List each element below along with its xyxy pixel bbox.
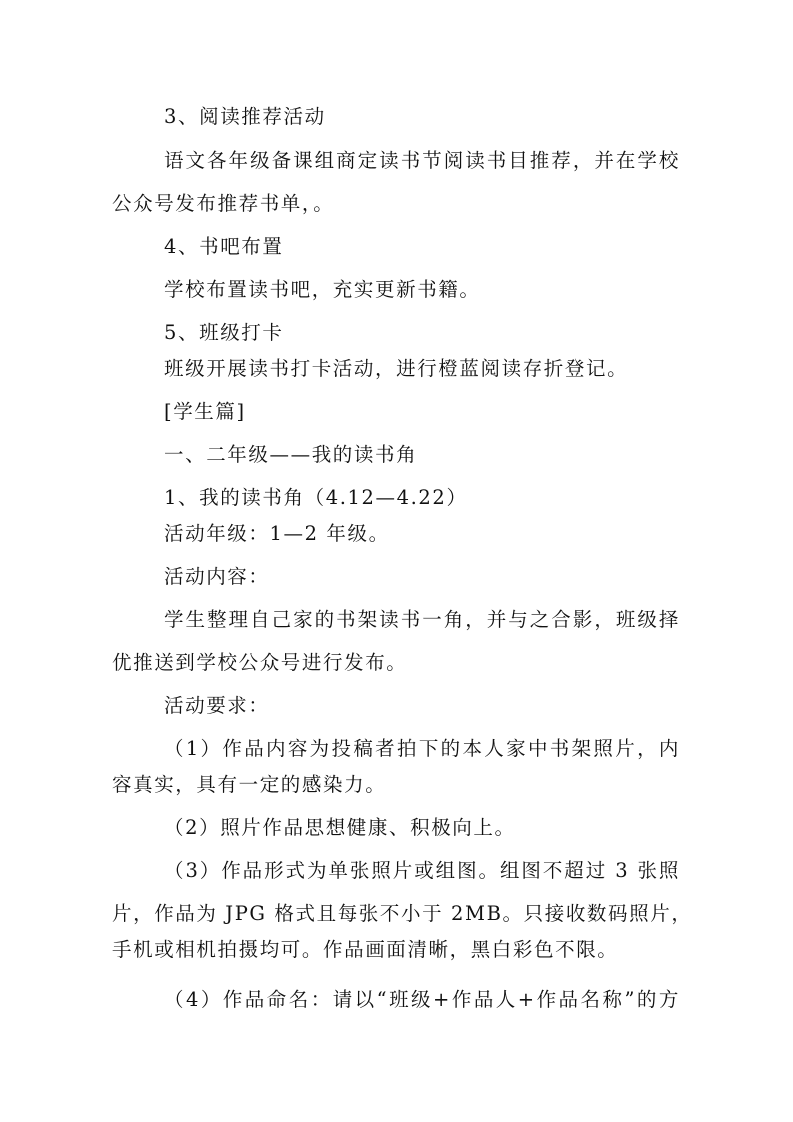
heading-reading-recommendation: 3、阅读推荐活动 [164, 105, 326, 128]
activity-requirements-label: 活动要求： [164, 694, 270, 717]
paragraph-line: 容真实，具有一定的感染力。 [112, 773, 387, 796]
requirement-2: （2）照片作品思想健康、积极向上。 [164, 816, 516, 839]
paragraph-line: 学生整理自己家的书架读书一角，并与之合影，班级择 [164, 608, 680, 631]
requirement-4: （4）作品命名：请以“班级+作品人+作品名称”的方 [164, 988, 680, 1011]
paragraph-line: 手机或相机拍摄均可。作品画面清晰，黑白彩色不限。 [112, 938, 619, 961]
paragraph-line: 片，作品为 JPG 格式且每张不小于 2MB。只接收数码照片， [112, 902, 693, 925]
activity-title: 1、我的读书角（4.12—4.22） [164, 486, 468, 509]
paragraph-line: 公众号发布推荐书单，。 [112, 192, 335, 215]
activity-grade: 活动年级：1—2 年级。 [164, 522, 390, 545]
heading-book-bar: 4、书吧布置 [164, 235, 284, 258]
paragraph-line: 语文各年级备课组商定读书节阅读书目推荐，并在学校 [164, 149, 680, 172]
section-heading-students: [学生篇] [164, 400, 246, 423]
heading-class-checkin: 5、班级打卡 [164, 321, 284, 344]
paragraph-line: 班级开展读书打卡活动，进行橙蓝阅读存折登记。 [164, 357, 629, 380]
subheading-grade-one-two: 一、二年级——我的读书角 [164, 443, 418, 466]
paragraph-line: 学校布置读书吧，充实更新书籍。 [164, 278, 481, 301]
activity-content-label: 活动内容： [164, 565, 270, 588]
requirement-3: （3）作品形式为单张照片或组图。组图不超过 3 张照 [164, 859, 680, 882]
paragraph-line: 优推送到学校公众号进行发布。 [112, 651, 408, 674]
requirement-1: （1）作品内容为投稿者拍下的本人家中书架照片，内 [164, 737, 680, 760]
